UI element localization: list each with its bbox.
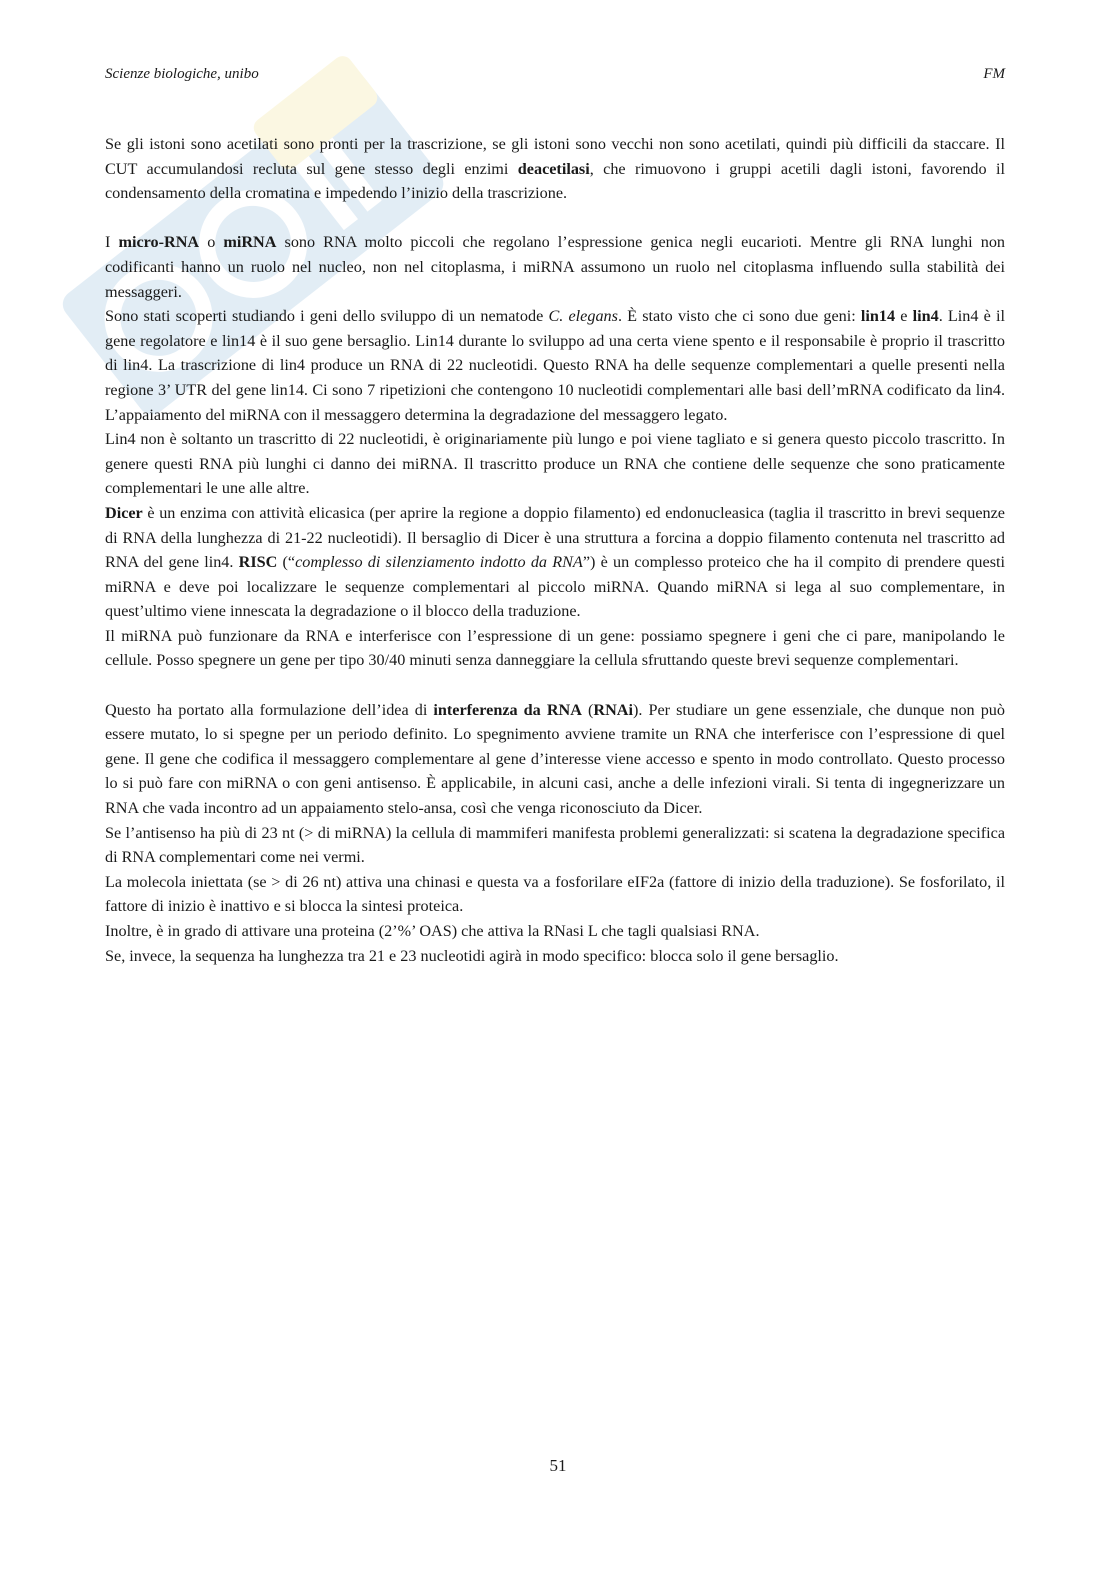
paragraph	[105, 132, 1005, 206]
bold-term: RNAi	[593, 700, 633, 719]
text-run: ). Per studiare un gene essenziale, che dunque non può essere mutato, lo si spegne per un periodo definito. Lo spegnimento avviene tramite un RNA che interferisce con l’espressione di quel gene. Il gene che codifica il messaggero complementare al gene d’interesse viene accesso e spento in modo controllato. Questo processo lo si può fare con miRNA o con geni antisenso. È applicabile, in alcuni casi, anche a delle infezioni virali. Si tenta di ingegnerizzare un RNA che vada incontro ad un appaiamento stelo-ansa, così che venga riconosciuto da Dicer.	[105, 700, 1005, 818]
text-run: e	[895, 307, 913, 326]
italic-text: C. elegans	[548, 307, 618, 326]
paragraph	[105, 624, 1005, 673]
text-run: , che rimuovono i gruppi acetili dagli istoni, favorendo il condensamento della cromatina e impedendo l’inizio della trascrizione.	[105, 159, 1005, 203]
text-run: o	[199, 233, 224, 252]
text-run: Se gli istoni sono acetilati sono pronti per la trascrizione, se gli istoni sono vecchi non sono acetilati, quindi più difficili da staccare. Il CUT accumulandosi recluta sul gene stesso degli enzimi	[105, 135, 1005, 178]
text-run: è un enzima con attività elicasica (per aprire la regione a doppio filamento) ed endonucleasica (taglia il trascritto in brevi sequenze di RNA della lunghezza di 21-22 nucleotidi). Il bersaglio di Dicer è una struttura a forcina a doppio filamento contenuta nel trascritto ad RNA del gene lin4.	[105, 503, 1005, 572]
bold-term: RISC	[238, 553, 278, 572]
italic-text: complesso di silenziamento indotto da RNA	[295, 553, 583, 572]
header-right: FM	[983, 66, 1005, 82]
bold-term: interferenza da RNA	[433, 700, 582, 719]
bold-term: lin14	[860, 307, 896, 326]
bold-term: lin4	[912, 307, 939, 326]
paragraph	[105, 698, 1005, 821]
text-run: Il miRNA può funzionare da RNA e interferisce con l’espressione di un gene: possiamo spegnere i geni che ci pare, manipolando le cellule. Posso spegnere un gene per tipo 30/40 minuti senza danneggiare la cellula sfruttando queste brevi sequenze complementari.	[105, 626, 1005, 670]
document-body	[105, 132, 1005, 968]
paragraph	[105, 919, 1005, 944]
text-run: La molecola iniettata (se > di 26 nt) attiva una chinasi e questa va a fosforilare eIF2a (fattore di inizio della traduzione). Se fosforilato, il fattore di inizio è inattivo e si blocca la sintesi proteica.	[105, 872, 1005, 916]
bold-term: miRNA	[223, 233, 277, 252]
page-number: 51	[549, 1456, 567, 1475]
text-run: Questo ha portato alla formulazione dell’idea di	[105, 700, 434, 719]
text-run: (“	[277, 553, 296, 572]
bold-term: micro-RNA	[118, 233, 200, 252]
text-run: . Lin4 è il gene regolatore e lin14 è il suo gene bersaglio. Lin14 durante lo sviluppo ad una certa viene spento e il responsabile è proprio il trascritto di lin4. La trascrizione di lin4 produce un RNA di 22 nucleotidi. Questo RNA ha delle sequenze complementari a quelle presenti nella regione 3’ UTR del gene lin14. Ci sono 7 ripetizioni che contengono 10 nucleotidi complementari alle basi dell’mRNA codificato da lin4. L’appaiamento del miRNA con il messaggero determina la degradazione del messaggero legato.	[105, 307, 1005, 424]
page-header	[105, 66, 1005, 83]
paragraph	[105, 304, 1005, 427]
text-run: Lin4 non è soltanto un trascritto di 22 nucleotidi, è originariamente più lungo e poi viene tagliato e si genera questo piccolo trascritto. In genere questi RNA più lunghi ci danno dei miRNA. Il trascritto produce un RNA che contiene delle sequenze che sono praticamente complementari le une alle altre.	[105, 430, 1005, 498]
paragraph	[105, 230, 1005, 304]
bold-term: Dicer	[105, 503, 143, 522]
text-run: sono RNA molto piccoli che regolano l’espressione genica negli eucarioti. Mentre gli RNA lunghi non codificanti hanno un ruolo nel nucleo, non nel citoplasma, i miRNA assumono un ruolo nel citoplasma influendo sulla stabilità dei messaggeri.	[105, 233, 1006, 301]
header-left: Scienze biologiche, unibo	[105, 66, 259, 82]
text-run: I	[105, 233, 119, 252]
paragraph-gap	[105, 673, 1005, 698]
text-run: . È stato visto che ci sono due geni:	[617, 307, 861, 326]
paragraph	[105, 501, 1005, 624]
paragraph-gap	[105, 206, 1005, 231]
text-run: Inoltre, è in grado di attivare una proteina (2’%’ OAS) che attiva la RNasi L che tagli qualsiasi RNA.	[105, 922, 760, 940]
paragraph	[105, 870, 1005, 919]
paragraph	[105, 821, 1005, 870]
text-run: Se, invece, la sequenza ha lunghezza tra 21 e 23 nucleotidi agirà in modo specifico: blocca solo il gene bersaglio.	[105, 946, 839, 965]
text-run: Se l’antisenso ha più di 23 nt (> di miRNA) la cellula di mammiferi manifesta problemi generalizzati: si scatena la degradazione specifica di RNA complementari come nei vermi.	[105, 823, 1005, 867]
text-run: ”) è un complesso proteico che ha il compito di prendere questi miRNA e deve poi localizzare le sequenze complementari al piccolo miRNA. Quando miRNA si lega al suo complementare, in quest’ultimo viene innescata la degradazione o il blocco della traduzione.	[105, 553, 1005, 621]
paragraph	[105, 427, 1005, 501]
paragraph	[105, 944, 1005, 969]
text-run: Sono stati scoperti studiando i geni dello sviluppo di un nematode	[105, 307, 549, 326]
text-run: (	[581, 700, 594, 719]
bold-term: deacetilasi	[517, 159, 590, 178]
